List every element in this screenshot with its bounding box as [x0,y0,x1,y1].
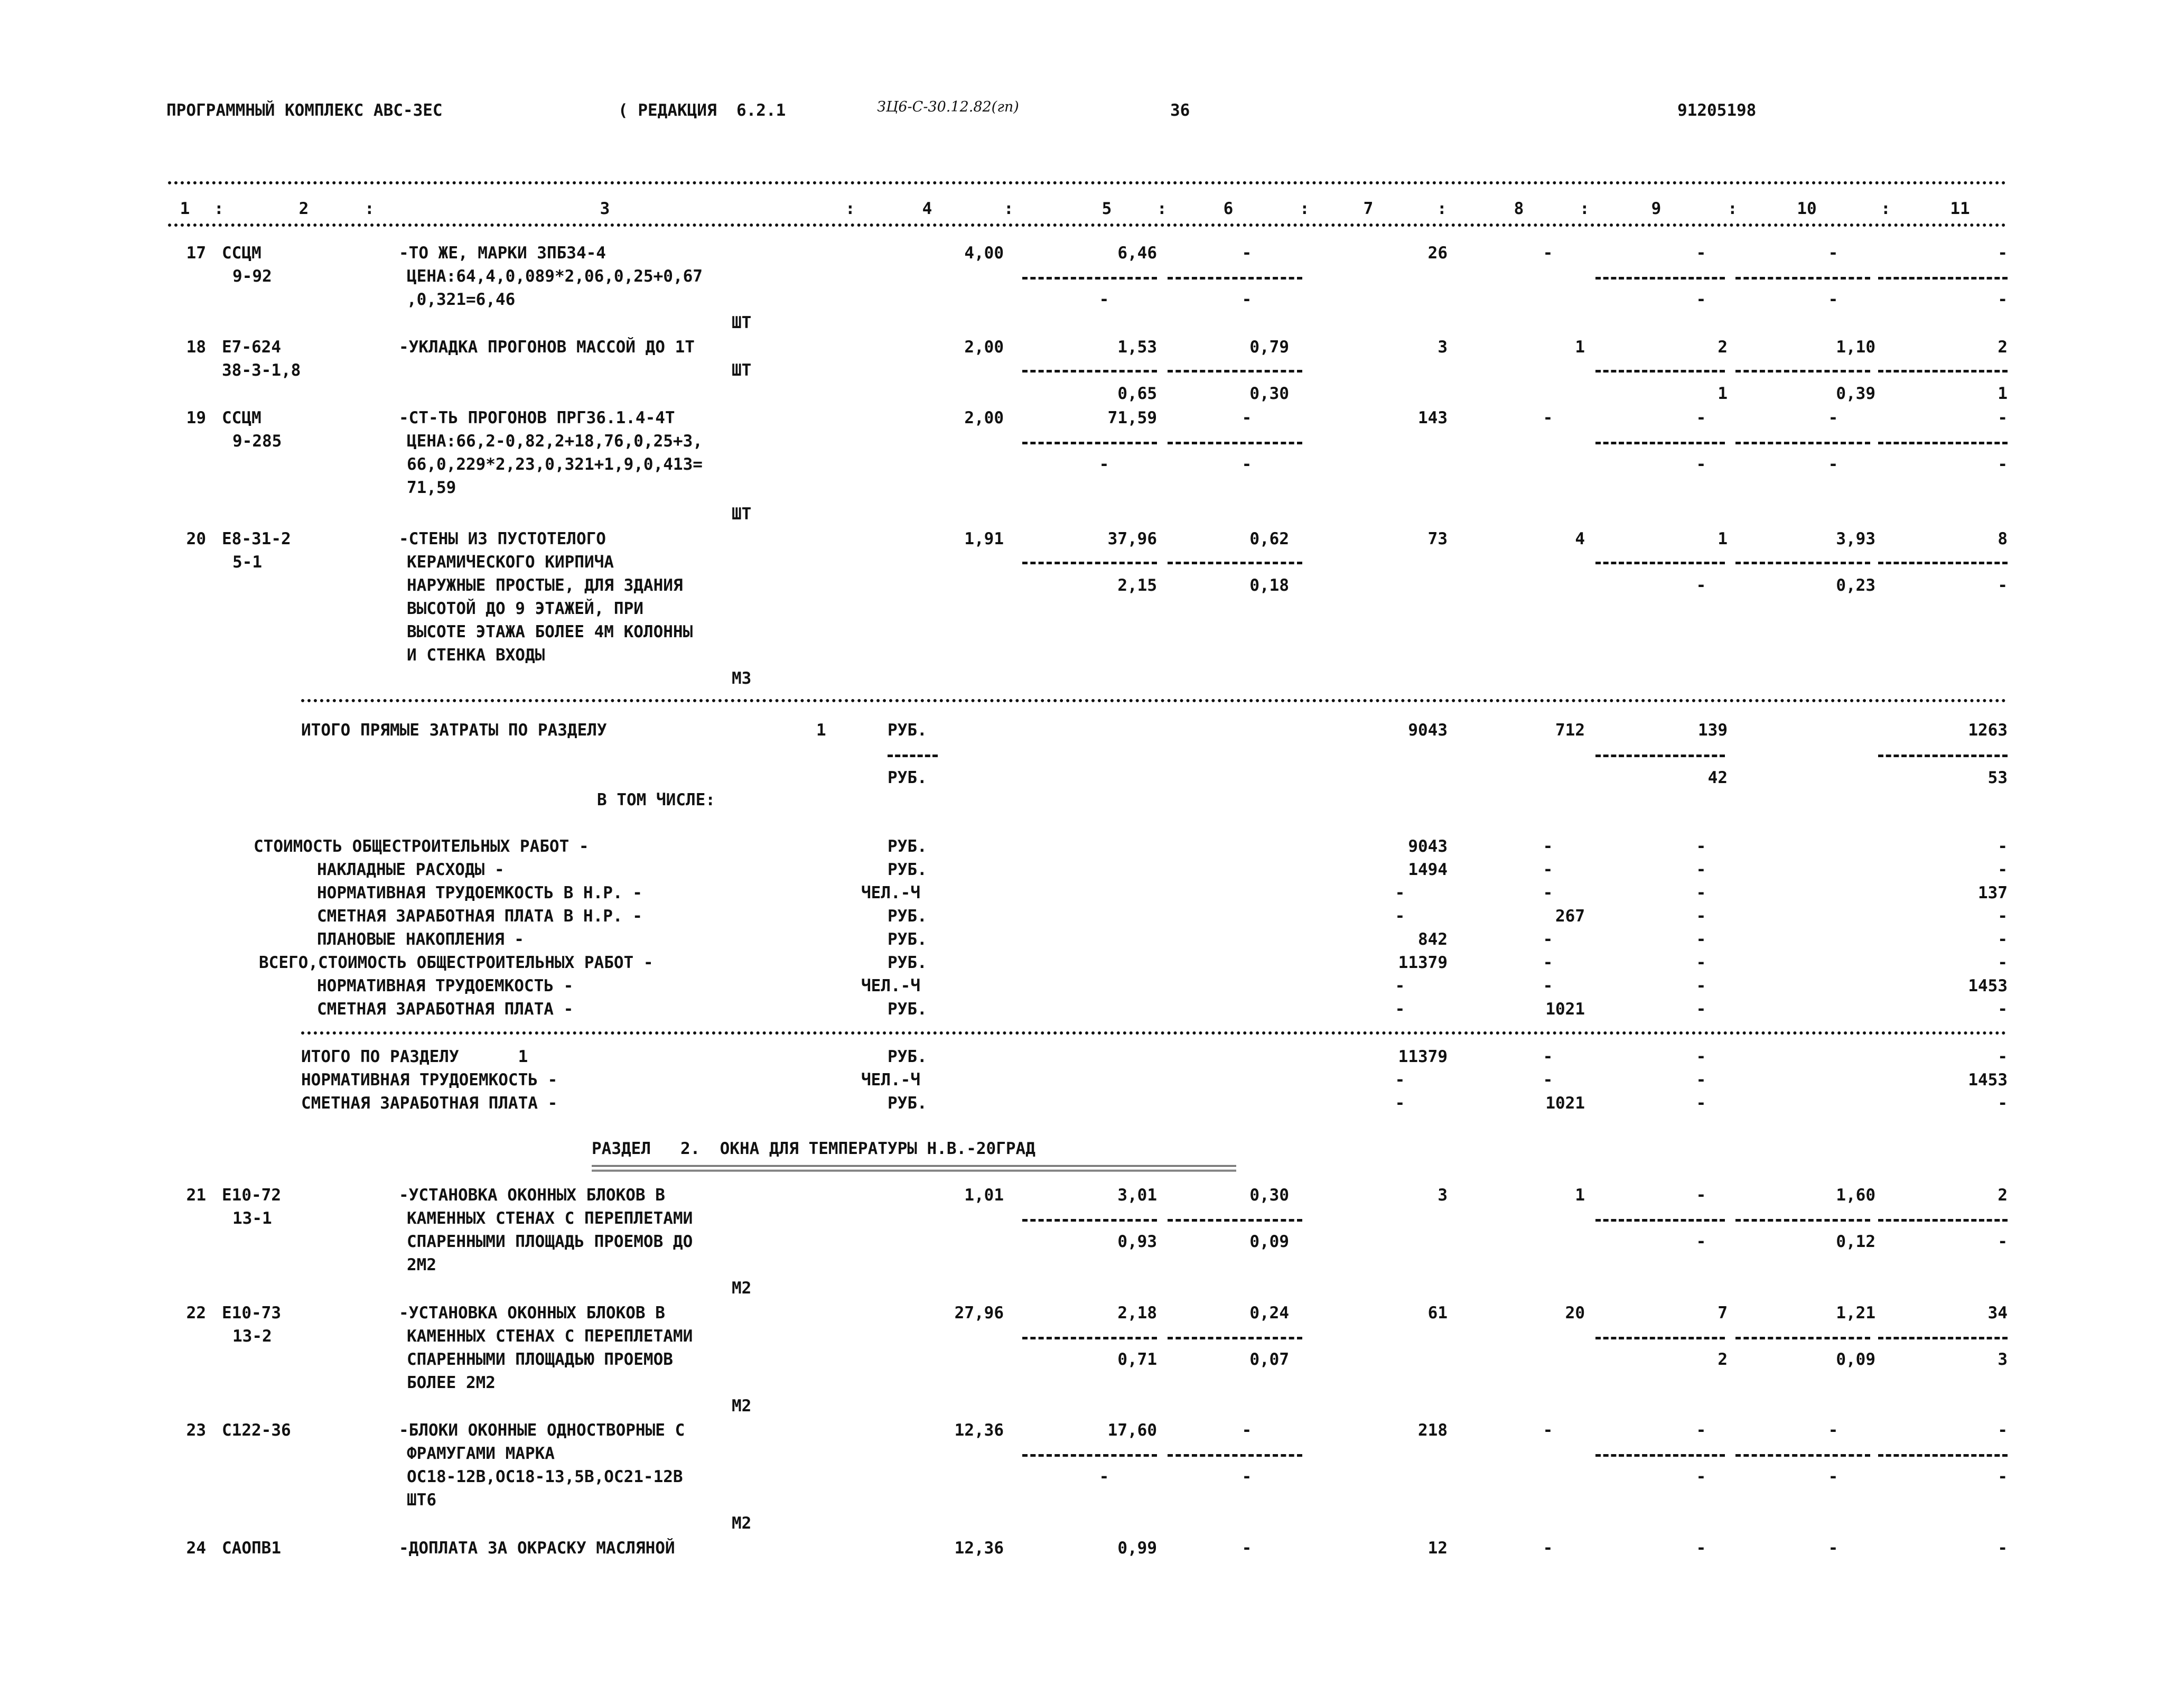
cell-11: - [1998,244,2008,263]
cell-5: 17,60 [1107,1421,1157,1440]
row-description: И СТЕНКА ВХОДЫ [407,646,545,665]
row-code: ССЦМ [222,244,262,263]
including-label: В ТОМ ЧИСЛЕ: [597,790,715,809]
cell-5: 3,01 [1117,1186,1157,1205]
cell-11: - [1998,408,2008,427]
cell-10: 1,60 [1836,1186,1875,1205]
row-unit: ШТ [732,505,752,524]
cell-9-lower: - [1696,1232,1706,1251]
total-section: 1 [816,721,826,740]
row-code: 5-1 [232,553,262,572]
cell-8: 20 [1565,1304,1585,1323]
col-4: 4 [922,199,932,218]
cell-11-lower: - [1998,290,2008,309]
cell-5-lower: - [1099,455,1109,474]
row-description: КАМЕННЫХ СТЕНАХ С ПЕРЕПЛЕТАМИ [407,1327,693,1346]
cell-7: 73 [1427,529,1448,548]
cell-5-lower: - [1099,290,1109,309]
cell-qty: 1,91 [964,529,1004,548]
cell-6-lower: - [1242,455,1252,474]
cell-5-lower: - [1099,1467,1109,1486]
cell-6-lower: 0,07 [1249,1350,1289,1369]
cell-5: 6,46 [1117,244,1157,263]
row-number: 24 [186,1539,206,1558]
row-unit: М2 [732,1514,752,1533]
row-number: 22 [186,1304,206,1323]
cell-5: 2,18 [1117,1304,1157,1323]
row-description: -УКЛАДКА ПРОГОНОВ МАССОЙ ДО 1Т [399,338,695,357]
row-code: Е10-72 [222,1186,281,1205]
col-5: 5 [1102,199,1112,218]
total-unit: РУБ. [888,768,927,787]
cell-5: 0,99 [1117,1539,1157,1558]
cell-7: 3 [1438,1186,1448,1205]
cell-7: 12 [1427,1539,1448,1558]
row-description: 2М2 [407,1255,436,1274]
cell-11-lower: 53 [1987,768,2008,787]
cell-10-lower: 0,09 [1836,1350,1875,1369]
cell-7: 61 [1427,1304,1448,1323]
row-description: СПАРЕННЫМИ ПЛОЩАДЬЮ ПРОЕМОВ [407,1350,673,1369]
rule [168,181,2006,184]
cell-11: - [1998,1539,2008,1558]
row-description: ШТ6 [407,1491,436,1510]
row-description: КАМЕННЫХ СТЕНАХ С ПЕРЕПЛЕТАМИ [407,1209,693,1228]
row-description: -ТО ЖЕ, МАРКИ ЗПБ34-4 [399,244,606,263]
cell-9: 2 [1718,338,1728,357]
cell-8: 1 [1575,338,1585,357]
row-description: -БЛОКИ ОКОННЫЕ ОДНОСТВОРНЫЕ С [399,1421,685,1440]
cell-10-lower: - [1828,1467,1838,1486]
cell-9-lower: 2 [1718,1350,1728,1369]
col-11: 11 [1950,199,1970,218]
row-description: 71,59 [407,478,456,497]
cell-11: - [1998,1421,2008,1440]
cell-6-lower: 0,18 [1249,576,1289,595]
cell-11: 34 [1987,1304,2008,1323]
cell-9: - [1696,244,1706,263]
row-unit: М2 [732,1397,752,1416]
cell-6-lower: 0,30 [1249,384,1289,403]
row-number: 18 [186,338,206,357]
col-1: 1 [180,199,190,218]
cell-5-lower: 2,15 [1117,576,1157,595]
cell-5: 37,96 [1107,529,1157,548]
cell-10: - [1828,408,1838,427]
cell-9: 7 [1718,1304,1728,1323]
row-code: Е7-624 [222,338,281,357]
row-description: ,0,321=6,46 [407,290,516,309]
row-number: 21 [186,1186,206,1205]
title-underline [592,1165,1236,1167]
row-description: ОС18-12В,ОС18-13,5В,ОС21-12В [407,1467,683,1486]
cell-9-lower: - [1696,455,1706,474]
row-code: Е8-31-2 [222,529,291,548]
cell-qty: 4,00 [964,244,1004,263]
row-number: 20 [186,529,206,548]
row-description: -УСТАНОВКА ОКОННЫХ БЛОКОВ В [399,1304,665,1323]
row-code: 13-1 [232,1209,272,1228]
cell-6: - [1242,1421,1252,1440]
cell-10-lower: 0,12 [1836,1232,1875,1251]
cell-qty: 1,01 [964,1186,1004,1205]
row-description: ЦЕНА:64,4,0,089*2,06,0,25+0,67 [407,267,703,286]
estimate-sheet: ПРОГРАММНЫЙ КОМПЛЕКС АВС-ЗЕС ( РЕДАКЦИЯ 6.2.1 ЗЦ6-С-30.12.82(гп) 36 91205198 1 2 3 4 5 6 7 8 9 10 11 : : : : : : : : : : 17 ССЦМ 9-92 -ТО ЖЕ, МАРКИ ЗПБ34-4 ЦЕНА:64,4,0,089*2,06,0,25+0,67 ,0,321=6,46 ШТ 4,00 6,46 - 26 - - - - - - - - - 18 Е7-624 38-3-1,8 -УКЛАДКА ПРОГОНОВ МАССОЙ ДО 1Т ШТ 2,00 1,53 0,79 3 1 2 1,10 2 0,65 0,30 1 0,39 1 19 ССЦМ 9-285 -СТ-ТЬ ПРОГОНОВ ПРГ36.1.4-4Т ЦЕНА:66,2-0,82,2+18,76,0,25+3, 66,0,229*2,23,0,321+1,9,0,413= 71,59 ШТ 2,00 71,59 - 143 - - - - - - - - - 20 Е8-31-2 5-1 -СТЕНЫ ИЗ ПУСТОТЕЛОГО КЕРАМИЧЕСКОГО КИРПИЧА НАРУЖНЫЕ ПРОСТЫЕ, ДЛЯ ЗДАНИЯ ВЫСОТОЙ ДО 9 ЭТАЖЕЙ, ПРИ ВЫСОТЕ ЭТАЖА БОЛЕЕ 4М КОЛОННЫ И СТЕНКА ВХОДЫ М3 1,91 37,96 0,62 73 4 1 3,93 8 2,15 0,18 - 0,23 - ИТОГО ПРЯМЫЕ ЗАТРАТЫ ПО РАЗДЕЛУ 1 РУБ. РУБ. 9043 712 139 1263 42 53 В ТОМ ЧИСЛЕ: СТОИМОСТЬ ОБЩЕСТРОИТЕЛЬНЫХ РАБОТ - РУБ. 9043 - - - НАКЛАДНЫЕ РАСХОДЫ - РУБ. 1494 - - - НОРМАТИВНАЯ ТРУДОЕМКОСТЬ В Н.Р. - ЧЕЛ.-Ч - - - 137 СМЕТНАЯ ЗАРАБОТНАЯ ПЛАТА В Н.Р. - РУБ. - 267 - - ПЛАНОВЫЕ НАКОПЛЕНИЯ - РУБ. 842 - - - ВСЕГО,СТОИМОСТЬ ОБЩЕСТРОИТЕЛЬНЫХ РАБОТ - РУБ. 11379 - - - НОРМАТИВНАЯ ТРУДОЕМКОСТЬ - ЧЕЛ.-Ч - - - 1453 СМЕТНАЯ ЗАРАБОТНАЯ ПЛАТА - РУБ. - 1021 - - ИТОГО ПО РАЗДЕЛУ 1 РУБ. 11379 - - - НОРМАТИВНАЯ ТРУДОЕМКОСТЬ - ЧЕЛ.-Ч - - - 1453 СМЕТНАЯ ЗАРАБОТНАЯ ПЛАТА - РУБ. - 1021 - - РАЗДЕЛ 2. ОКНА ДЛЯ ТЕМПЕРАТУРЫ Н.В.-20ГРАД 21 Е10-72 13-1 -УСТАНОВКА ОКОННЫХ БЛОКОВ В КАМЕННЫХ СТЕНАХ С ПЕРЕПЛЕТАМИ СПАРЕННЫМИ ПЛОЩАДЬ ПРОЕМОВ ДО 2М2 М2 1,01 3,01 0,30 3 1 - 1,60 2 0,93 0,09 - 0,12 - 22 Е10-73 13-2 -УСТАНОВКА ОКОННЫХ БЛОКОВ В КАМЕННЫХ СТЕНАХ С ПЕРЕПЛЕТАМИ СПАРЕННЫМИ ПЛОЩАДЬЮ ПРОЕМОВ БОЛЕЕ 2М2 М2 27,96 2,18 0,24 61 20 7 1,21 34 0,71 0,07 2 0,09 3 23 С122-36 -БЛОКИ ОКОННЫЕ ОДНОСТВОРНЫЕ С ФРАМУГАМИ МАРКА ОС18-12В,ОС18-13,5В,ОС21-12В ШТ6 М2 12,36 17,60 - 218 - - - - - - - - - 24 САОПВ1 -ДОПЛАТА ЗА ОКРАСКУ МАСЛЯНОЙ 12,36 0,99 - 12 - - - - [166,99,2008,1558]
cell-6: 0,24 [1249,1304,1289,1323]
cell-6: - [1242,1539,1252,1558]
cell-8: - [1543,1539,1553,1558]
cell-qty: 12,36 [954,1421,1004,1440]
row-code: С122-36 [222,1421,291,1440]
row-number: 23 [186,1421,206,1440]
row-code: САОПВ1 [222,1539,281,1558]
cell-10: 1,10 [1836,338,1875,357]
cell-10: - [1828,1421,1838,1440]
row-description: -СТЕНЫ ИЗ ПУСТОТЕЛОГО [399,529,606,548]
cell-qty: 2,00 [964,408,1004,427]
section-title: РАЗДЕЛ 2. ОКНА ДЛЯ ТЕМПЕРАТУРЫ Н.В.-20ГРАД [592,1139,1035,1158]
cell-9: - [1696,1421,1706,1440]
cell-11: 2 [1998,1186,2008,1205]
cell-11: 2 [1998,338,2008,357]
document-id: 91205198 [1677,101,1757,120]
row-unit: ШТ [732,361,752,380]
cell-10-lower: 0,39 [1836,384,1875,403]
cell-6: 0,30 [1249,1186,1289,1205]
row-code: ССЦМ [222,408,262,427]
row-code: 9-92 [232,267,272,286]
row-description: -СТ-ТЬ ПРОГОНОВ ПРГ36.1.4-4Т [399,408,675,427]
cell-6: 0,79 [1249,338,1289,357]
cell-7: 218 [1418,1421,1448,1440]
row-number: 17 [186,244,206,263]
cell-9-lower: 1 [1718,384,1728,403]
rule [301,1031,2006,1035]
cell-5-lower: 0,71 [1117,1350,1157,1369]
col-10: 10 [1797,199,1817,218]
cell-10: 1,21 [1836,1304,1875,1323]
rule [168,224,2006,227]
cell-11-lower: - [1998,455,2008,474]
cell-10-lower: - [1828,290,1838,309]
row-code: 13-2 [232,1327,272,1346]
cell-6-lower: 0,09 [1249,1232,1289,1251]
col-8: 8 [1514,199,1524,218]
row-description: ЦЕНА:66,2-0,82,2+18,76,0,25+3, [407,432,703,451]
row-code: 38-3-1,8 [222,361,301,380]
cell-5: 71,59 [1107,408,1157,427]
cell-10: - [1828,1539,1838,1558]
cell-11-lower: - [1998,576,2008,595]
row-unit: М2 [732,1279,752,1298]
row-unit: ШТ [732,313,752,332]
program-title: ПРОГРАММНЫЙ КОМПЛЕКС АВС-ЗЕС [166,101,443,120]
col-6: 6 [1223,199,1234,218]
col-7: 7 [1363,199,1374,218]
cell-7: 143 [1418,408,1448,427]
cell-11-lower: 3 [1998,1350,2008,1369]
cell-11: 1263 [1968,721,2008,740]
cell-9-lower: 42 [1707,768,1728,787]
cell-qty: 27,96 [954,1304,1004,1323]
cell-6: - [1242,244,1252,263]
row-description: ВЫСОТЕ ЭТАЖА БОЛЕЕ 4М КОЛОННЫ [407,622,693,641]
row-code: 9-285 [232,432,282,451]
cell-10: - [1828,244,1838,263]
cell-9: 139 [1698,721,1728,740]
cell-8: - [1543,1421,1553,1440]
row-unit: М3 [732,669,752,688]
cell-6: 0,62 [1249,529,1289,548]
rule [301,699,2006,702]
cell-9-lower: - [1696,290,1706,309]
row-description: ФРАМУГАМИ МАРКА [407,1444,555,1463]
cell-8: - [1543,244,1553,263]
cell-11: 8 [1998,529,2008,548]
total-label: ИТОГО ПРЯМЫЕ ЗАТРАТЫ ПО РАЗДЕЛУ [301,721,607,740]
edition-label: ( РЕДАКЦИЯ 6.2.1 [618,101,786,120]
row-description: БОЛЕЕ 2М2 [407,1373,496,1392]
row-description: НАРУЖНЫЕ ПРОСТЫЕ, ДЛЯ ЗДАНИЯ [407,576,683,595]
row-description: 66,0,229*2,23,0,321+1,9,0,413= [407,455,703,474]
cell-11-lower: - [1998,1232,2008,1251]
row-description: СПАРЕННЫМИ ПЛОЩАДЬ ПРОЕМОВ ДО [407,1232,693,1251]
cell-11-lower: - [1998,1467,2008,1486]
cell-9: - [1696,1539,1706,1558]
page-number: 36 [1170,101,1190,120]
col-3: 3 [600,199,610,218]
row-description: КЕРАМИЧЕСКОГО КИРПИЧА [407,553,614,572]
cell-10-lower: - [1828,455,1838,474]
cell-6-lower: - [1242,290,1252,309]
cell-5-lower: 0,65 [1117,384,1157,403]
cell-10: 3,93 [1836,529,1875,548]
col-2: 2 [298,199,309,218]
cell-5-lower: 0,93 [1117,1232,1157,1251]
row-description: -ДОПЛАТА ЗА ОКРАСКУ МАСЛЯНОЙ [399,1539,675,1558]
cell-8: - [1543,408,1553,427]
cell-9-lower: - [1696,1467,1706,1486]
cell-8: 4 [1575,529,1585,548]
row-number: 19 [186,408,206,427]
cell-8: 712 [1555,721,1585,740]
cell-9: 1 [1718,529,1728,548]
cell-qty: 2,00 [964,338,1004,357]
cell-9: - [1696,408,1706,427]
row-code: Е10-73 [222,1304,281,1323]
cell-7: 3 [1438,338,1448,357]
cell-6: - [1242,408,1252,427]
cell-9-lower: - [1696,576,1706,595]
col-9: 9 [1651,199,1662,218]
cell-10-lower: 0,23 [1836,576,1875,595]
cell-9: - [1696,1186,1706,1205]
cell-7: 9043 [1408,721,1448,740]
handwritten-note: ЗЦ6-С-30.12.82(гп) [877,99,1019,115]
cell-8: 1 [1575,1186,1585,1205]
cell-qty: 12,36 [954,1539,1004,1558]
cell-7: 26 [1427,244,1448,263]
cell-11-lower: 1 [1998,384,2008,403]
row-description: -УСТАНОВКА ОКОННЫХ БЛОКОВ В [399,1186,665,1205]
row-description: ВЫСОТОЙ ДО 9 ЭТАЖЕЙ, ПРИ [407,599,643,618]
total-unit: РУБ. [888,721,927,740]
cell-6-lower: - [1242,1467,1252,1486]
cell-5: 1,53 [1117,338,1157,357]
